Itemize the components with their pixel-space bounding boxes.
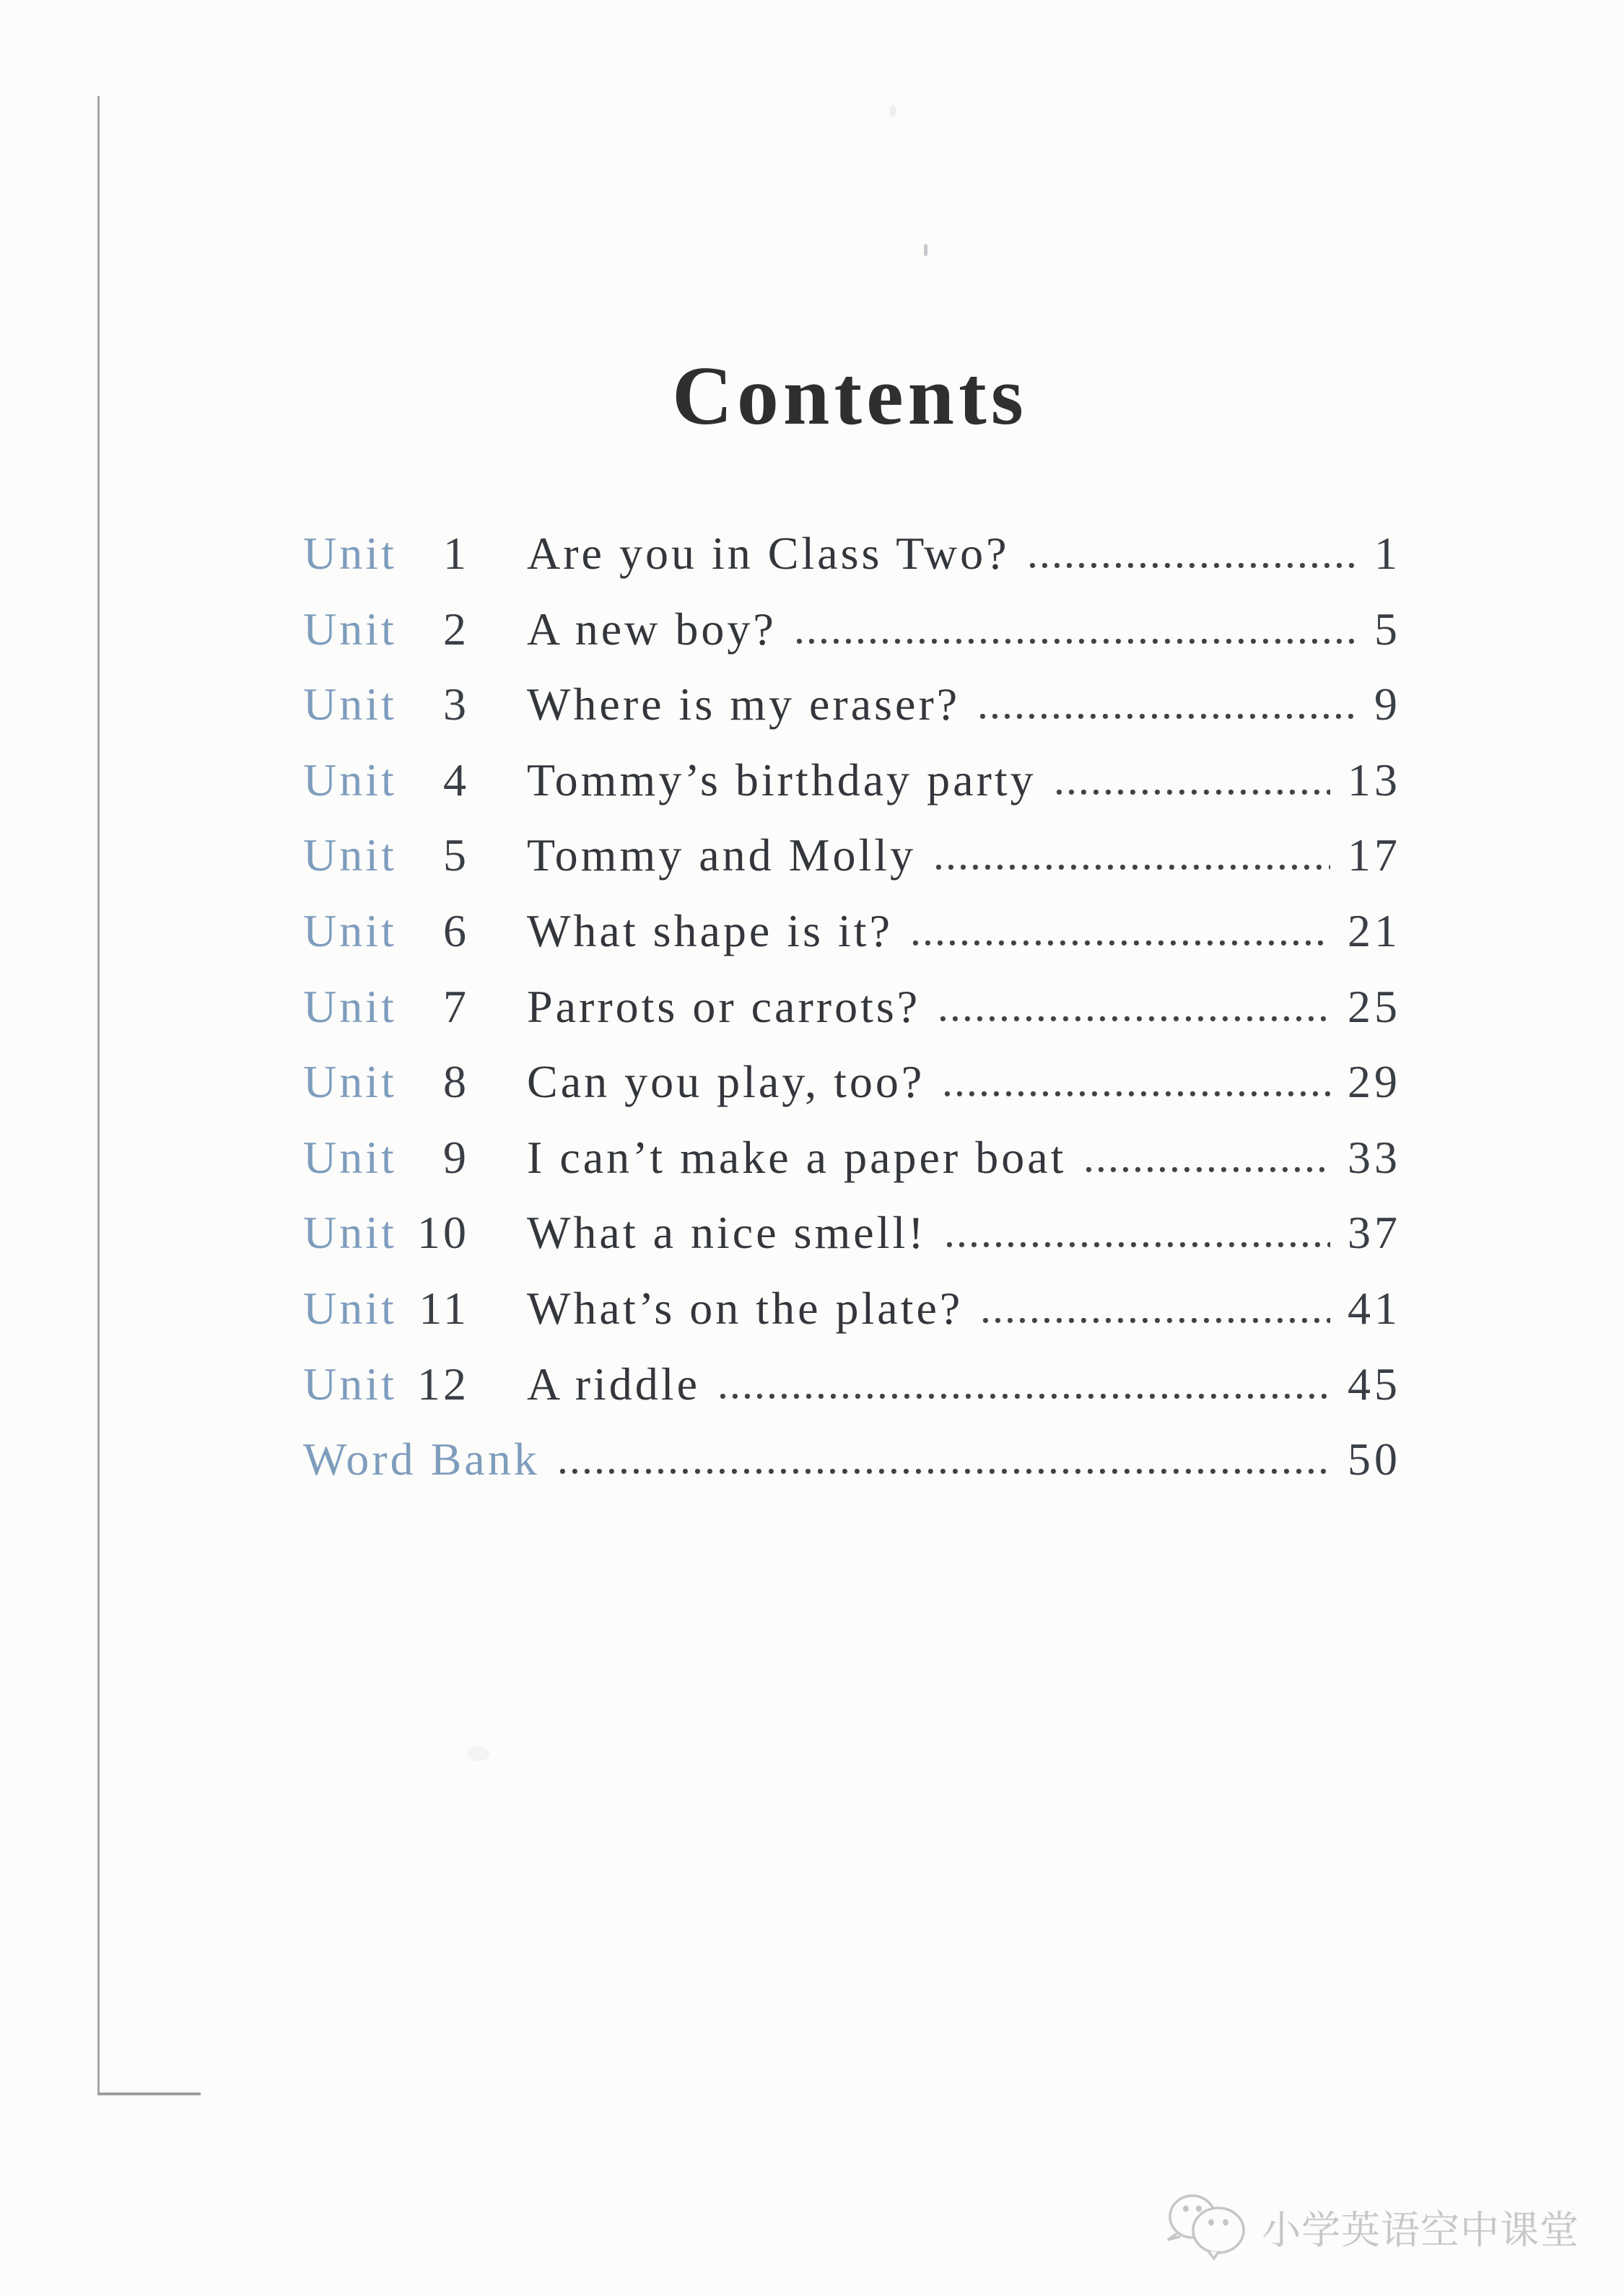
toc-row bbox=[303, 527, 1401, 603]
unit-number: 3 bbox=[443, 678, 469, 730]
toc-row bbox=[303, 678, 1401, 754]
page-number: 33 bbox=[1348, 1131, 1401, 1183]
page-number: 29 bbox=[1348, 1056, 1401, 1108]
page-title: Contents bbox=[672, 349, 1028, 442]
unit-label: Unit bbox=[303, 980, 397, 1032]
unit-title: Are you in Class Two? bbox=[527, 528, 1010, 579]
page-border-left bbox=[97, 96, 100, 2095]
toc-row bbox=[303, 980, 1401, 1056]
page-number: 17 bbox=[1348, 829, 1401, 881]
unit-title: What a nice smell! bbox=[527, 1207, 927, 1259]
dot-leader bbox=[1086, 1167, 1330, 1173]
toc-row-word-bank bbox=[303, 1433, 1401, 1509]
unit-title: Tommy and Molly bbox=[527, 829, 917, 881]
unit-label: Unit bbox=[303, 678, 397, 730]
unit-number: 11 bbox=[419, 1282, 469, 1334]
page-number: 9 bbox=[1374, 678, 1401, 730]
unit-number: 6 bbox=[443, 904, 469, 956]
unit-number: 9 bbox=[443, 1131, 469, 1183]
dot-leader bbox=[720, 1394, 1330, 1400]
table-of-contents bbox=[303, 527, 1401, 1509]
toc-row bbox=[303, 1206, 1401, 1282]
unit-number: 10 bbox=[417, 1207, 469, 1259]
unit-title: A new boy? bbox=[527, 603, 777, 655]
unit-number: 5 bbox=[443, 829, 469, 881]
page-border-bottom bbox=[97, 2092, 201, 2095]
toc-row bbox=[303, 1282, 1401, 1358]
dot-leader bbox=[913, 940, 1330, 946]
dot-leader bbox=[980, 714, 1357, 720]
scan-speck bbox=[468, 1747, 489, 1761]
toc-row bbox=[303, 1131, 1401, 1207]
page-number: 25 bbox=[1348, 980, 1401, 1032]
unit-label: Unit bbox=[303, 1207, 397, 1259]
dot-leader bbox=[1030, 563, 1358, 569]
page-number: 5 bbox=[1374, 603, 1401, 655]
dot-leader bbox=[560, 1469, 1330, 1475]
unit-title: Parrots or carrots? bbox=[527, 980, 921, 1032]
unit-title: What’s on the plate? bbox=[527, 1282, 964, 1334]
toc-row bbox=[303, 829, 1401, 904]
page-number: 1 bbox=[1374, 528, 1401, 579]
toc-row bbox=[303, 754, 1401, 829]
scan-speck bbox=[889, 105, 896, 117]
unit-number: 4 bbox=[443, 754, 469, 806]
unit-label: Unit bbox=[303, 904, 397, 956]
unit-title: Where is my eraser? bbox=[527, 678, 961, 730]
toc-row bbox=[303, 603, 1401, 678]
unit-title: What shape is it? bbox=[527, 904, 893, 956]
unit-label: Unit bbox=[303, 829, 397, 881]
scan-speck bbox=[924, 244, 927, 256]
page-number: 45 bbox=[1348, 1358, 1401, 1410]
unit-label: Unit bbox=[303, 754, 397, 806]
unit-title: Can you play, too? bbox=[527, 1056, 925, 1108]
dot-leader bbox=[983, 1318, 1330, 1324]
dot-leader bbox=[940, 1016, 1330, 1022]
unit-label: Unit bbox=[303, 1056, 397, 1108]
unit-label: Unit bbox=[303, 528, 397, 579]
toc-row bbox=[303, 904, 1401, 980]
page-number: 41 bbox=[1348, 1282, 1401, 1334]
toc-row bbox=[303, 1055, 1401, 1131]
dot-leader bbox=[945, 1091, 1330, 1097]
unit-title: I can’t make a paper boat bbox=[527, 1131, 1067, 1183]
unit-label: Unit bbox=[303, 603, 397, 655]
unit-number: 7 bbox=[443, 980, 469, 1032]
page-number: 37 bbox=[1348, 1207, 1401, 1259]
unit-label: Unit bbox=[303, 1131, 397, 1183]
dot-leader bbox=[947, 1242, 1330, 1248]
unit-number: 2 bbox=[443, 603, 469, 655]
unit-label: Unit bbox=[303, 1282, 397, 1334]
dot-leader bbox=[797, 639, 1357, 645]
toc-row bbox=[303, 1358, 1401, 1433]
chat-mascot-icon bbox=[1164, 2191, 1256, 2263]
unit-number: 8 bbox=[443, 1056, 469, 1108]
unit-title: Tommy’s birthday party bbox=[527, 754, 1036, 806]
dot-leader bbox=[936, 865, 1330, 870]
page-number: 13 bbox=[1348, 754, 1401, 806]
unit-label: Unit bbox=[303, 1358, 397, 1410]
dot-leader bbox=[1057, 790, 1330, 795]
unit-number: 1 bbox=[443, 528, 469, 579]
unit-title: A riddle bbox=[527, 1358, 700, 1410]
unit-number: 12 bbox=[417, 1358, 469, 1410]
watermark-text: 小学英语空中课堂 bbox=[1262, 2206, 1579, 2253]
page-number: 50 bbox=[1348, 1433, 1401, 1485]
page-number: 21 bbox=[1348, 904, 1401, 956]
word-bank-label: Word Bank bbox=[303, 1433, 540, 1485]
watermark bbox=[1164, 2191, 1579, 2263]
